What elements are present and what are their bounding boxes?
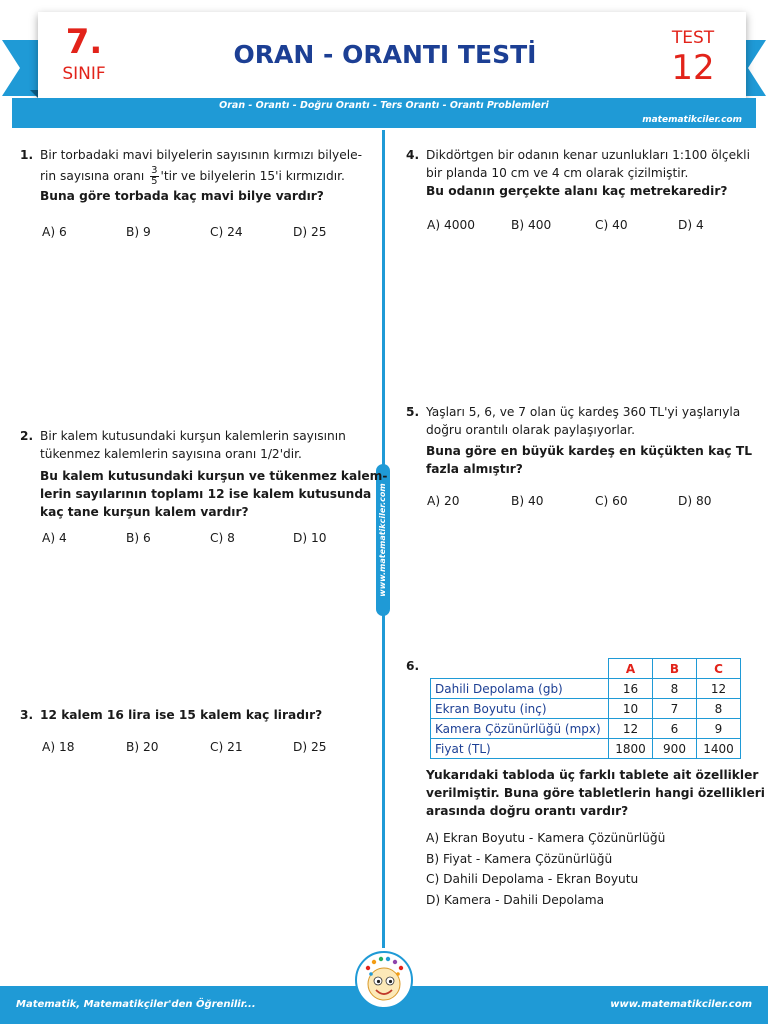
table-cell: 6 [653,719,697,739]
option-a[interactable]: A) 4000 [427,218,475,232]
table-header-row [431,659,741,679]
options-q5 [427,492,757,510]
question-prompt: verilmiştir. Buna göre tabletlerin hangi özellikleri [426,786,765,800]
test-label: TEST [671,28,715,48]
question-body [426,403,752,478]
column-header: C [697,659,741,679]
question-number: 5. [406,405,420,419]
option-a[interactable]: A) 4 [42,531,67,545]
tablet-spec-table [430,658,741,759]
question-6 [406,657,426,677]
site-link-top[interactable]: matematikciler.com [642,115,742,125]
column-header: B [653,659,697,679]
table-cell: 9 [697,719,741,739]
question-text: Dikdörtgen bir odanın kenar uzunlukları 1:100 ölçekli [426,148,750,162]
page-title: ORAN - ORANTI TESTİ [233,40,537,69]
question-number: 2. [20,429,34,443]
table-row [431,739,741,759]
question-3 [20,706,370,726]
question-prompt: arasında doğru orantı vardır? [426,804,629,818]
question-text: bir planda 10 cm ve 4 cm olarak çizilmiştir. [426,166,689,180]
table-cell: 1800 [609,739,653,759]
option-a[interactable]: A) 6 [42,225,67,239]
option-d[interactable]: D) 4 [678,218,704,232]
option-a[interactable]: A) 20 [427,494,460,508]
subtitle: Oran - Orantı - Doğru Orantı - Ters Orantı - Orantı Problemleri [219,100,549,111]
question-5 [406,403,762,483]
question-prompt: Buna göre en büyük kardeş en küçükten kaç TL [426,444,752,458]
option-c[interactable]: C) 21 [210,740,243,754]
options-q4 [427,216,757,234]
question-body [40,146,362,205]
options-q6 [426,828,665,910]
fraction-denominator: 5 [151,176,158,187]
option-d[interactable]: D) 80 [678,494,712,508]
option-b[interactable]: B) 400 [511,218,552,232]
option-b[interactable]: B) 9 [126,225,151,239]
option-b[interactable]: B) 20 [126,740,159,754]
question-body [40,706,322,724]
question-body [40,427,387,521]
question-number: 1. [20,148,34,162]
question-prompt: lerin sayılarının toplamı 12 ise kalem kutusunda [40,487,372,501]
footer-slogan: Matematik, Matematikçiler'den Öğrenilir... [16,999,256,1010]
question-text: Bir torbadaki mavi bilyelerin sayısının kırmızı bilyele- [40,148,363,162]
table-cell: 12 [609,719,653,739]
subtitle-bar [12,98,756,128]
question-prompt: kaç tane kurşun kalem vardır? [40,505,249,519]
table-row [431,699,741,719]
row-label: Kamera Çözünürlüğü (mpx) [431,719,609,739]
option-c[interactable]: C) 8 [210,531,235,545]
question-text: Bir kalem kutusundaki kurşun kalemlerin sayısının [40,429,346,443]
table-cell: 8 [653,679,697,699]
options-q2 [42,529,362,547]
row-label: Ekran Boyutu (inç) [431,699,609,719]
question-4 [406,146,762,206]
option-a[interactable]: A) 18 [42,740,75,754]
option-b[interactable]: B) 6 [126,531,151,545]
question-prompt: Yukarıdaki tabloda üç farklı tablete ait özellikler [426,768,759,782]
question-body [426,146,750,200]
question-2 [20,427,388,523]
question-text: Yaşları 5, 6, ve 7 olan üç kardeş 360 TL'yi yaşlarıyla [426,405,741,419]
question-number: 3. [20,708,34,722]
column-header: A [609,659,653,679]
option-b[interactable]: B) Fiyat - Kamera Çözünürlüğü [426,851,613,866]
question-text-part: rin sayısına oranı [40,169,145,183]
table-cell: 900 [653,739,697,759]
question-text: tükenmez kalemlerin sayısına oranı 1/2'dir. [40,447,302,461]
row-label: Dahili Depolama (gb) [431,679,609,699]
table-row [431,719,741,739]
table-corner [431,659,609,679]
grade-label: SINIF [62,64,106,84]
grade-number: 7. [65,22,103,62]
table-cell: 8 [697,699,741,719]
option-d[interactable]: D) Kamera - Dahili Depolama [426,892,605,907]
options-q3 [42,738,362,756]
question-number: 4. [406,148,420,162]
row-label: Fiyat (TL) [431,739,609,759]
options-q1 [42,223,362,241]
option-a[interactable]: A) Ekran Boyutu - Kamera Çözünürlüğü [426,831,666,845]
option-c[interactable]: C) 60 [595,494,628,508]
table-row [431,679,741,699]
option-d[interactable]: D) 25 [293,740,327,754]
option-c[interactable]: C) 40 [595,218,628,232]
table-cell: 7 [653,699,697,719]
option-c[interactable]: C) 24 [210,225,243,239]
question-prompt: Buna göre torbada kaç mavi bilye vardır? [40,189,324,203]
question-text [40,166,362,187]
question-1 [20,146,370,216]
question-prompt: Bu odanın gerçekte alanı kaç metrekaredir? [426,184,728,198]
table-cell: 12 [697,679,741,699]
question-prompt: fazla almıştır? [426,462,523,476]
side-watermark: www.matematikciler.com [378,483,387,597]
footer-site-link[interactable]: www.matematikciler.com [610,999,752,1010]
table-cell: 16 [609,679,653,699]
question-prompt: Bu kalem kutusundaki kurşun ve tükenmez kalem- [40,469,388,483]
table-cell: 1400 [697,739,741,759]
question-6-prompt [406,766,765,822]
table-cell: 10 [609,699,653,719]
test-number: 12 [671,48,715,88]
question-number: 6. [406,659,420,673]
question-text-part: 'tir ve bilyelerin 15'i kırmızıdır. [160,169,345,183]
fraction-numerator: 3 [151,165,158,176]
option-d[interactable]: D) 10 [293,531,327,545]
option-c[interactable]: C) Dahili Depolama - Ekran Boyutu [426,872,639,886]
option-b[interactable]: B) 40 [511,494,544,508]
question-text: doğru orantılı olarak paylaşıyorlar. [426,423,636,437]
option-d[interactable]: D) 25 [293,225,327,239]
fraction [150,166,158,187]
question-body [426,766,765,820]
question-prompt: 12 kalem 16 lira ise 15 kalem kaç liradır? [40,708,323,722]
smiley-logo-icon [354,950,414,1010]
